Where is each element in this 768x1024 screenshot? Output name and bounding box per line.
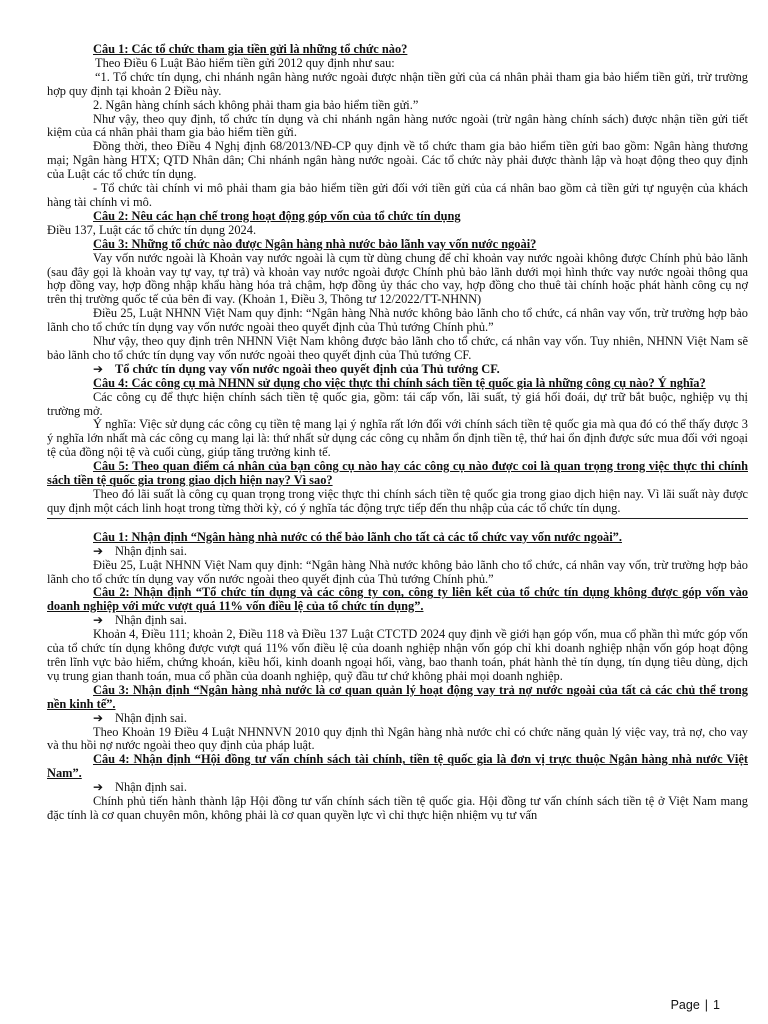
paragraph: - Tổ chức tài chính vi mô phải tham gia bảo hiểm tiền gửi đối với tiền gửi của cá nhân bao gồm cả tiền gửi tự nguyện của khách hàng tài chính vi mô. (47, 181, 748, 209)
question-3-title: Câu 3: Những tổ chức nào được Ngân hàng nhà nước bảo lãnh vay vốn nước ngoài? (93, 236, 537, 251)
statement-1-title: Câu 1: Nhận định “Ngân hàng nhà nước có thể bảo lãnh cho tất cả các tổ chức vay vốn nước ngoài”. (93, 529, 622, 544)
section-divider (47, 518, 748, 519)
page-number: 1 (713, 998, 720, 1012)
paragraph: Đồng thời, theo Điều 4 Nghị định 68/2013/NĐ-CP quy định về tổ chức tham gia bảo hiểm tiền gửi bao gồm: Ngân hàng thương mại; Ngân hàng HTX; QTD Nhân dân; Chi nhánh ngân hàng nước ngoài. Các tổ chức này phải được thành lập và hoạt động theo quy định của Luật các tổ chức tín dụng. (47, 139, 748, 182)
paragraph: Điều 25, Luật NHNN Việt Nam quy định: “Ngân hàng Nhà nước không bảo lãnh cho tổ chức, cá nhân vay vốn, trừ trường hợp bảo lãnh cho tổ chức tín dụng vay vốn nước ngoài theo quyết định của Thủ tướng Chính phủ.” (47, 306, 748, 335)
arrow-right-icon: ➔ (93, 361, 104, 376)
paragraph: Ý nghĩa: Việc sử dụng các công cụ tiền tệ mang lại ý nghĩa rất lớn đối với chính sách tiền tệ quốc gia mà qua đó có thể thấy được 3 ý nghĩa lớn nhất mà các công cụ mang lại là: thứ nhất sử dụng các công cụ nhằm ổn định tiền tệ, thứ hai ổn định được sức mua đối với ngoại tệ của đồng nội tệ và cuối cùng, giúp tăng trưởng kinh tế. (47, 417, 748, 460)
question-1-title: Câu 1: Các tổ chức tham gia tiền gửi là những tổ chức nào? (93, 42, 408, 56)
page-label: Page (670, 998, 700, 1012)
paragraph: Vay vốn nước ngoài là Khoản vay nước ngoài là cụm từ dùng chung để chỉ khoản vay nước ngoài không được Chính phủ bảo lãnh (sau đây gọi là khoản vay tự vay, tự trả) và khoản vay nước ngoài được Chính phủ bảo lãnh dưới mọi hình thức vay nước ngoài thông qua hợp đồng vay, hợp đồng nhập khẩu hàng hóa trả chậm, hợp đồng ủy thác cho vay, hợp đồng cho thuê tài chính hoặc phát hành công cụ nợ trên thị trường quốc tế của bên đi vay. (Khoản 1, Điều 3, Thông tư 12/2022/TT-NHNN) (47, 250, 748, 307)
arrow-right-icon: ➔ (93, 543, 104, 558)
verdict-line (47, 712, 748, 726)
verdict-line (47, 781, 748, 795)
verdict-line (47, 614, 748, 628)
verdict-text: Nhận định sai. (115, 613, 187, 628)
question-2-title: Câu 2: Nêu các hạn chế trong hoạt động góp vốn của tổ chức tín dụng (93, 208, 461, 223)
conclusion-line (47, 363, 748, 377)
document-body (47, 43, 748, 823)
verdict-text: Nhận định sai. (115, 780, 187, 795)
statement-2-title: Câu 2: Nhận định “Tổ chức tín dụng và các công ty con, công ty liên kết của tổ chức tín dụng không được góp vốn vào doanh nghiệp với mức vượt quá 11% vốn điều lệ của tổ chức tín dụng”. (47, 585, 748, 614)
verdict-line (47, 545, 748, 559)
arrow-right-icon: ➔ (93, 613, 104, 628)
paragraph: Điều 25, Luật NHNN Việt Nam quy định: “Ngân hàng Nhà nước không bảo lãnh cho tổ chức, cá nhân vay vốn, trừ trường hợp bảo lãnh cho tổ chức tín dụng vay vốn nước ngoài theo quyết định của Thủ tướng Chính phủ.” (47, 557, 748, 586)
question-4-title: Câu 4: Các công cụ mà NHNN sử dụng cho việc thực thi chính sách tiền tệ quốc gia là những công cụ nào? Ý nghĩa? (93, 375, 706, 390)
paragraph: Chính phủ tiến hành thành lập Hội đồng tư vấn chính sách tiền tệ quốc gia. Hội đồng tư vấn chính sách tiền tệ ở Việt Nam mang đặc tính là cơ quan chuyên môn, không phải là cơ quan quyền lực vì chỉ thực hiện nhiệm vụ tư vấn (47, 794, 748, 822)
paragraph: Điều 137, Luật các tổ chức tín dụng 2024. (47, 222, 257, 237)
arrow-right-icon: ➔ (93, 780, 104, 795)
paragraph: Các công cụ để thực hiện chính sách tiền tệ quốc gia, gồm: tái cấp vốn, lãi suất, tỷ giá hối đoái, dự trữ bắt buộc, nghiệp vụ thị trường mở. (47, 389, 748, 418)
paragraph: Như vậy, theo quy định trên NHNN Việt Nam không được bảo lãnh cho tổ chức, cá nhân vay vốn. Tuy nhiên, NHNN Việt Nam sẽ bảo lãnh cho tổ chức tín dụng vay vốn nước ngoài theo quyết định của Thủ tướng CF. (47, 334, 748, 362)
page-separator: | (704, 998, 709, 1012)
paragraph: Theo đó lãi suất là công cụ quan trọng trong việc thực thi chính sách tiền tệ quốc gia trong giao dịch hiện nay. Vì lãi suất này được quy định một cách linh hoạt trong từng thời kỳ, có ý nghĩa tác động trực tiếp đến thu nhập của các tổ chức tín dụng. (47, 487, 748, 515)
paragraph: Theo Điều 6 Luật Bảo hiểm tiền gửi 2012 quy định như sau: (95, 55, 395, 70)
paragraph: Theo Khoản 19 Điều 4 Luật NHNNVN 2010 quy định thì Ngân hàng nhà nước chỉ có chức năng quản lý việc vay, trả nợ, cho vay và thu hồi nợ nước ngoài theo quy định của pháp luật. (47, 724, 748, 753)
paragraph: Như vậy, theo quy định, tổ chức tín dụng và chi nhánh ngân hàng nước ngoài (trừ ngân hàng chính sách) được nhận tiền gửi tiết kiệm của cá nhân phải tham gia bảo hiểm tiền gửi. (47, 111, 748, 140)
arrow-right-icon: ➔ (93, 710, 104, 725)
question-5-title: Câu 5: Theo quan điểm cá nhân của bạn công cụ nào hay các công cụ nào được coi là quan trọng trong việc thực thi chính sách tiền tệ quốc gia trong giao dịch hiện nay? Vì sao? (47, 459, 748, 488)
paragraph: Khoản 4, Điều 111; khoản 2, Điều 118 và Điều 137 Luật CTCTD 2024 quy định về giới hạn góp vốn, mua cổ phần thì mức góp vốn của tổ chức tín dụng không được vượt quá 11% vốn điều lệ của doanh nghiệp nhận vốn góp chỉ khi doanh nghiệp nhận vốn góp hoạt động trên lĩnh vực bảo hiểm, chứng khoán, kiều hối, kinh doanh ngoại hối, vàng, bao thanh toán, phát hành thẻ tín dụng, tín dụng tiêu dùng, dịch vụ trung gian thanh toán, mua cổ phần của doanh nghiệp, quỹ đầu tư chứ không phải mọi doanh nghiệp. (47, 627, 748, 683)
statement-3-title: Câu 3: Nhận định “Ngân hàng nhà nước là cơ quan quản lý hoạt động vay trả nợ nước ngoài của tất cả các chủ thể trong nền kinh tế”. (47, 682, 748, 711)
verdict-text: Nhận định sai. (115, 543, 187, 558)
conclusion-text: Tổ chức tín dụng vay vốn nước ngoài theo quyết định của Thủ tướng CF. (115, 361, 500, 376)
verdict-text: Nhận định sai. (115, 710, 187, 725)
page-footer (671, 998, 720, 1012)
quote-paragraph: 2. Ngân hàng chính sách không phải tham gia bảo hiểm tiền gửi.” (93, 97, 419, 112)
quote-paragraph: “1. Tổ chức tín dụng, chi nhánh ngân hàng nước ngoài được nhận tiền gửi của cá nhân phải tham gia bảo hiểm tiền gửi, trừ trường hợp quy định tại khoản 2 Điều này. (47, 69, 748, 98)
statement-4-title: Câu 4: Nhận định “Hội đồng tư vấn chính sách tài chính, tiền tệ quốc gia là đơn vị trực thuộc Ngân hàng nhà nước Việt Nam”. (47, 752, 748, 781)
